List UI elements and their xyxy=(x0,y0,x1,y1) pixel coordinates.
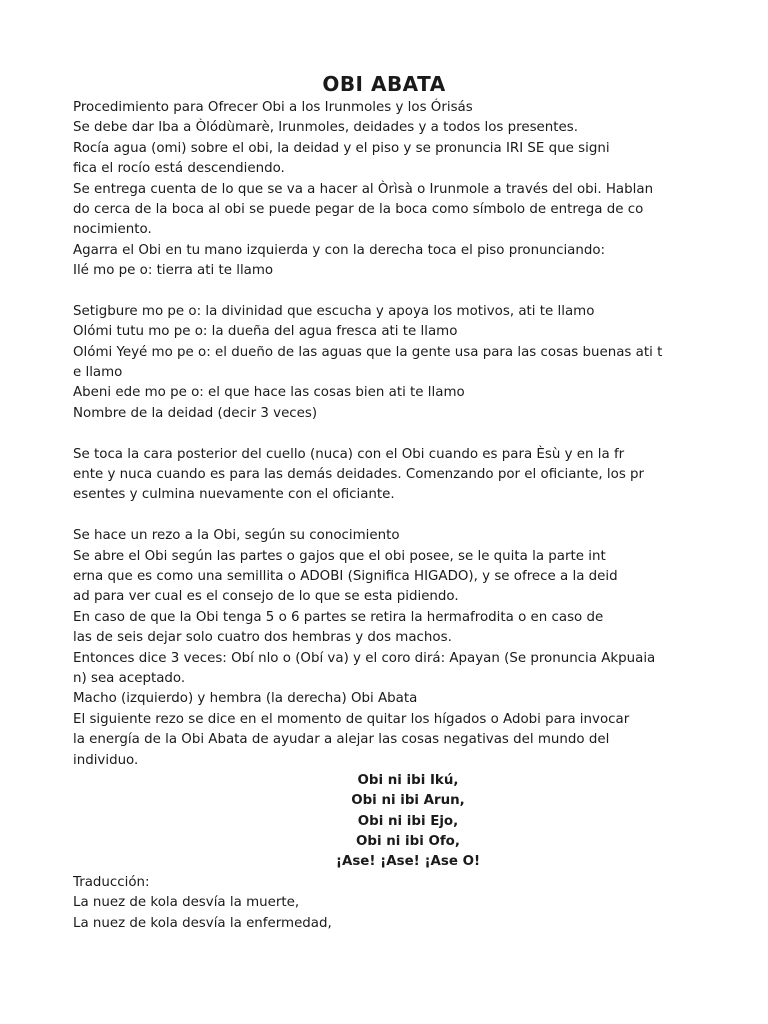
text-line: individuo. xyxy=(73,752,139,768)
prayer-line: Obi ni ibi Arun, xyxy=(351,793,465,809)
paragraph-gap xyxy=(73,282,753,302)
text-line: ad para ver cual es el consejo de lo que se esta pidiendo. xyxy=(73,589,459,605)
text-line: Se abre el Obi según las partes o gajos que el obi posee, se le quita la parte int xyxy=(73,548,606,564)
paragraph-gap xyxy=(73,506,753,526)
text-line: Olómi Yeyé mo pe o: el dueño de las aguas que la gente usa para las cosas buenas ati t xyxy=(73,344,663,360)
paragraph-touching xyxy=(73,445,753,506)
paragraph-opening xyxy=(73,526,753,771)
text-line: Se entrega cuenta de lo que se va a hacer al Òrìsà o Irunmole a través del obi. Hablan xyxy=(73,181,654,197)
text-line: la energía de la Obi Abata de ayudar a alejar las cosas negativas del mundo del xyxy=(73,732,610,748)
text-line: Procedimiento para Ofrecer Obi a los Irunmoles y los Órisás xyxy=(73,100,473,115)
text-line: Entonces dice 3 veces: Obí nlo o (Obí va) y el coro dirá: Apayan (Se pronuncia Akpuaia xyxy=(73,650,656,666)
text-line: Macho (izquierdo) y hembra (la derecha) Obi Abata xyxy=(73,691,418,707)
prayer-line: Obi ni ibi Ikú, xyxy=(357,772,459,788)
text-line: e llamo xyxy=(73,365,123,381)
text-line: Abeni ede mo pe o: el que hace las cosas bien ati te llamo xyxy=(73,385,465,401)
text-line: El siguiente rezo se dice en el momento de quitar los hígados o Adobi para invocar xyxy=(73,711,630,727)
text-line: Se toca la cara posterior del cuello (nuca) con el Obi cuando es para Èsù y en la fr xyxy=(73,446,625,462)
prayer-line: Obi ni ibi Ofo, xyxy=(356,834,460,850)
text-line: n) sea aceptado. xyxy=(73,670,186,686)
paragraph-invocations xyxy=(73,302,753,424)
text-line: nocimiento. xyxy=(73,222,152,238)
text-line: Nombre de la deidad (decir 3 veces) xyxy=(73,405,318,421)
text-line: las de seis dejar solo cuatro dos hembras y dos machos. xyxy=(73,630,452,646)
translation-block xyxy=(73,873,753,934)
text-line: fica el rocío está descendiendo. xyxy=(73,161,285,177)
translation-heading: Traducción: xyxy=(73,874,150,890)
document-body xyxy=(73,98,753,934)
text-line: ente y nuca cuando es para las demás deidades. Comenzando por el oficiante, los pr xyxy=(73,467,645,483)
text-line: Setigbure mo pe o: la divinidad que escucha y apoya los motivos, ati te llamo xyxy=(73,303,595,319)
text-line: Agarra el Obi en tu mano izquierda y con la derecha toca el piso pronunciando: xyxy=(73,242,606,258)
text-line: En caso de que la Obi tenga 5 o 6 partes se retira la hermafrodita o en caso de xyxy=(73,609,604,625)
prayer-line: ¡Ase! ¡Ase! ¡Ase O! xyxy=(335,854,481,870)
text-line: do cerca de la boca al obi se puede pegar de la boca como símbolo de entrega de co xyxy=(73,201,644,217)
text-line: Rocía agua (omi) sobre el obi, la deidad y el piso y se pronuncia IRI SE que signi xyxy=(73,140,610,156)
document-title: OBI ABATA xyxy=(322,72,446,96)
text-line: Se hace un rezo a la Obi, según su conocimiento xyxy=(73,528,400,544)
paragraph-gap xyxy=(73,424,753,444)
text-line: La nuez de kola desvía la enfermedad, xyxy=(73,915,332,931)
text-line: Olómi tutu mo pe o: la dueña del agua fresca ati te llamo xyxy=(73,324,458,340)
prayer-block xyxy=(73,771,753,873)
text-line: La nuez de kola desvía la muerte, xyxy=(73,895,300,911)
text-line: erna que es como una semillita o ADOBI (Significa HIGADO), y se ofrece a la deid xyxy=(73,568,618,584)
text-line: Ilé mo pe o: tierra ati te llamo xyxy=(73,263,274,279)
paragraph-procedure xyxy=(73,98,753,282)
prayer-line: Obi ni ibi Ejo, xyxy=(357,813,459,829)
text-line: esentes y culmina nuevamente con el oficiante. xyxy=(73,487,395,503)
text-line: Se debe dar Iba a Òlódùmarè, Irunmoles, deidades y a todos los presentes. xyxy=(73,120,578,136)
